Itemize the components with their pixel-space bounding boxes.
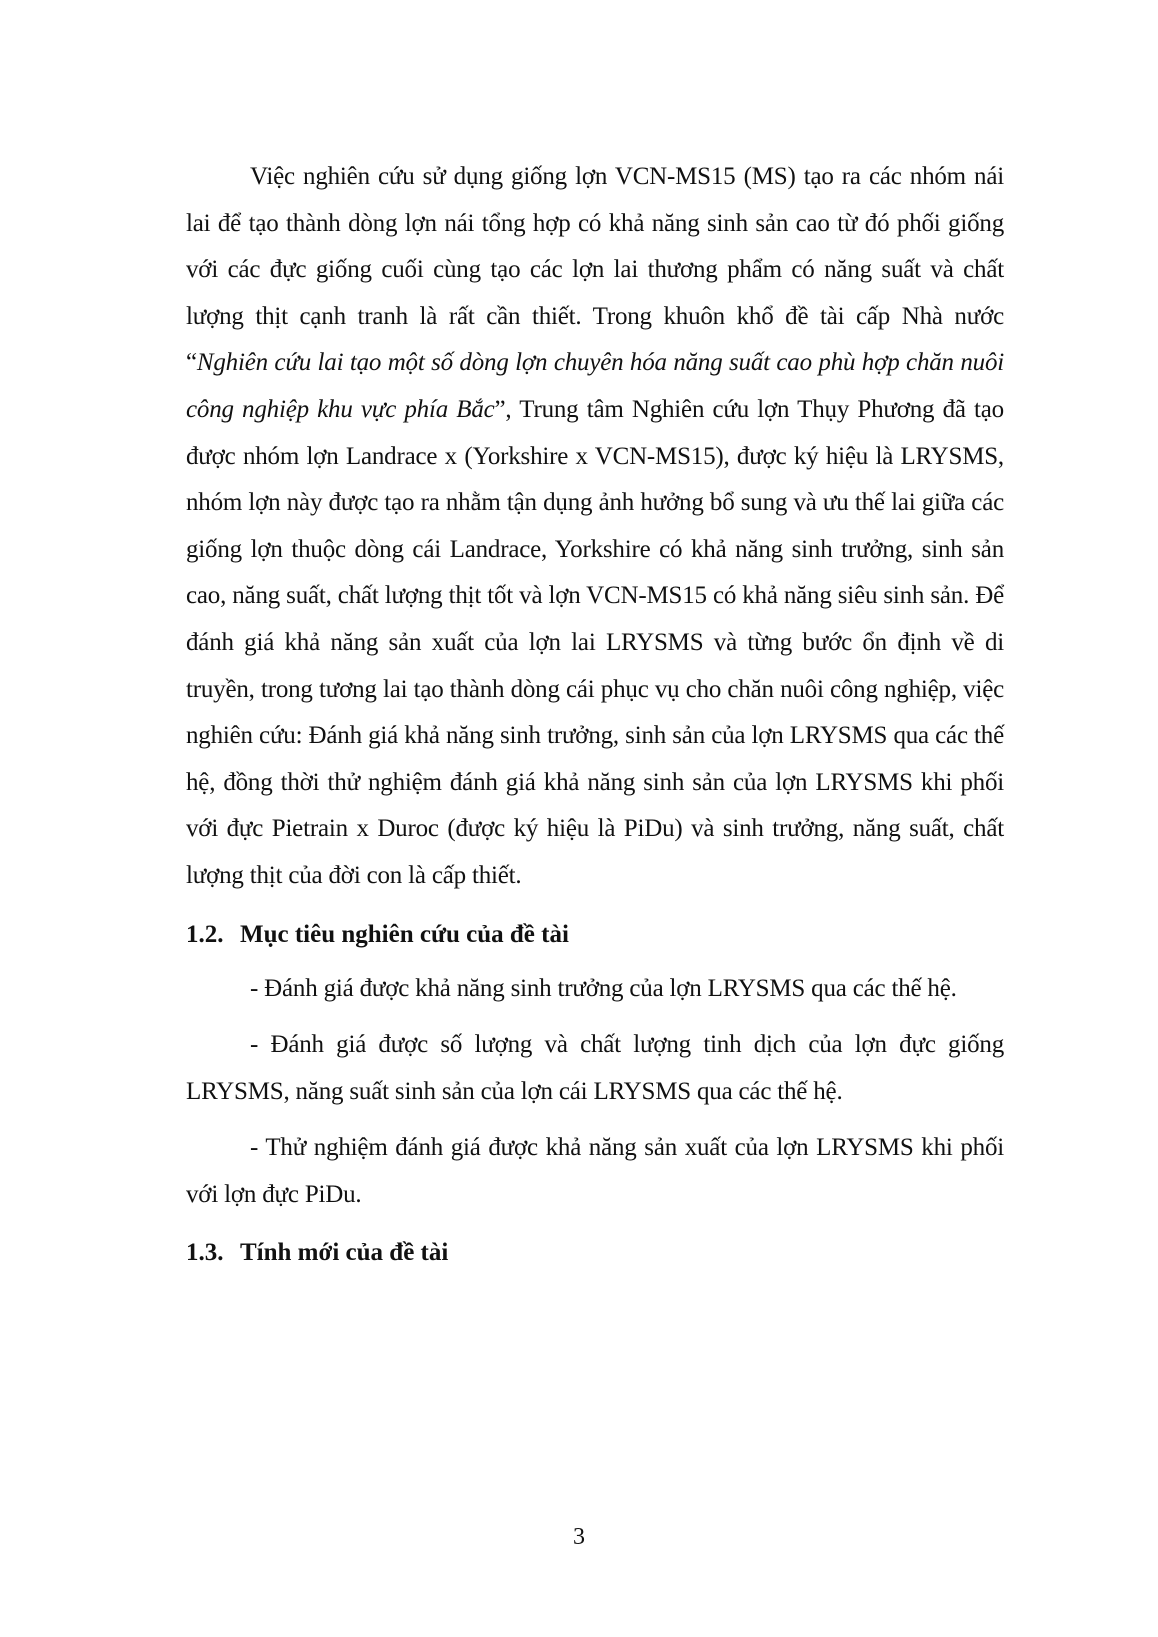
section-title: Tính mới của đề tài (240, 1239, 449, 1267)
intro-text-part1: Việc nghiên cứu sử dụng giống lợn VCN-MS15 (MS) tạo ra các nhóm nái lai để tạo thành dòng lợn nái tổng hợp có khả năng sinh sản cao từ đó phối giống với các đực giống cuối cùng tạo các lợn lai thương phẩm có năng suất và chất lượng thịt cạnh tranh là rất cần thiết. Trong khuôn khổ đề tài cấp Nhà nước “ (186, 163, 1004, 377)
project-title-italic: Nghiên cứu lai tạo một số dòng lợn chuyên hóa năng suất cao phù hợp chăn nuôi công nghiệp khu vực phía Bắc (186, 349, 1004, 423)
intro-paragraph (186, 154, 1004, 900)
section-number: 1.2. (186, 920, 224, 948)
page-number: 3 (573, 1524, 585, 1550)
section-title: Mục tiêu nghiên cứu của đề tài (240, 920, 569, 948)
objective-item: - Đánh giá được số lượng và chất lượng tinh dịch của lợn đực giống LRYSMS, năng suất sinh sản của lợn cái LRYSMS qua các thế hệ. (186, 1031, 1004, 1105)
objective-item: - Đánh giá được khả năng sinh trưởng của lợn LRYSMS qua các thế hệ. (250, 974, 957, 1002)
objective-item: - Thử nghiệm đánh giá được khả năng sản xuất của lợn LRYSMS khi phối với lợn đực PiDu. (186, 1134, 1004, 1208)
section-number: 1.3. (186, 1239, 224, 1267)
section-heading-novelty (186, 1230, 1004, 1276)
document-page (186, 154, 1004, 1284)
section-heading-objectives (186, 912, 1004, 958)
intro-text-part2: ”, Trung tâm Nghiên cứu lợn Thụy Phương đã tạo được nhóm lợn Landrace x (Yorkshire x VCN-MS15), được ký hiệu là LRYSMS, nhóm lợn này được tạo ra nhằm tận dụng ảnh hưởng bổ sung và ưu thế lai giữa các giống lợn thuộc dòng cái Landrace, Yorkshire có khả năng sinh trưởng, sinh sản cao, năng suất, chất lượng thịt tốt và lợn VCN-MS15 có khả năng siêu sinh sản. Để đánh giá khả năng sản xuất của lợn lai LRYSMS và từng bước ổn định về di truyền, trong tương lai tạo thành dòng cái phục vụ cho chăn nuôi công nghiệp, việc nghiên cứu: Đánh giá khả năng sinh trưởng, sinh sản của lợn LRYSMS qua các thế hệ, đồng thời thử nghiệm đánh giá khả năng sinh sản của lợn LRYSMS khi phối với đực Pietrain x Duroc (được ký hiệu là PiDu) và sinh trưởng, năng suất, chất lượng thịt của đời con là cấp thiết. (186, 395, 1004, 889)
